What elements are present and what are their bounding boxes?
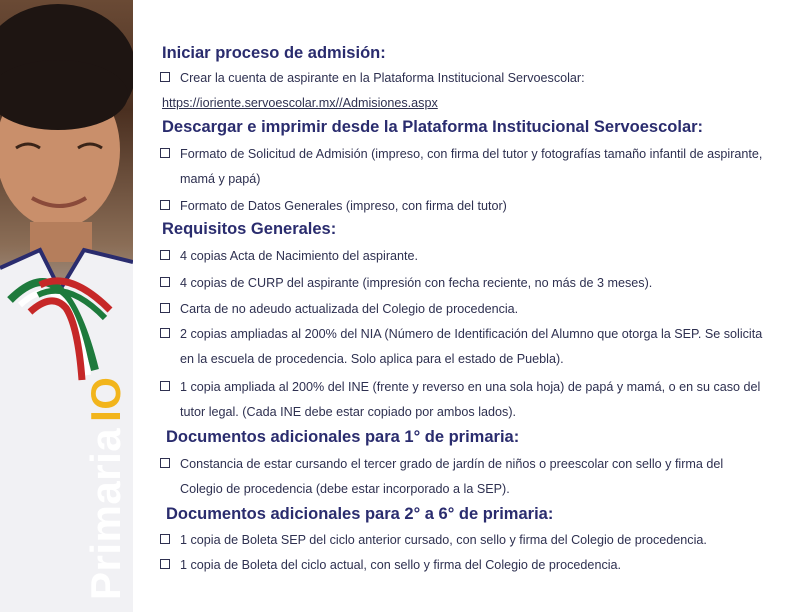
checkbox[interactable] <box>160 381 170 391</box>
checkbox[interactable] <box>160 200 170 210</box>
checklist-item: 4 copias de CURP del aspirante (impresión con fecha reciente, no más de 3 meses). <box>158 271 764 296</box>
section-heading-primero: Documentos adicionales para 1° de primaria: <box>166 428 520 446</box>
checkbox[interactable] <box>160 303 170 313</box>
checklist-item: 1 copia ampliada al 200% del INE (frente y reverso en una sola hoja) de papá y mamá, o en su caso del tutor legal. (Cada INE debe estar copiado por ambos lados). <box>158 375 764 425</box>
section-heading-segundo-sexto: Documentos adicionales para 2° a 6° de primaria: <box>166 505 554 523</box>
checkbox[interactable] <box>160 328 170 338</box>
checklist-item: 4 copias Acta de Nacimiento del aspirante. <box>158 244 764 269</box>
checkbox[interactable] <box>160 72 170 82</box>
student-photo <box>0 0 133 612</box>
checkbox[interactable] <box>160 534 170 544</box>
checklist-item: Crear la cuenta de aspirante en la Plataforma Institucional Servoescolar: <box>158 66 764 91</box>
checkbox[interactable] <box>160 559 170 569</box>
section-heading-descargar: Descargar e imprimir desde la Plataforma Institucional Servoescolar: <box>162 118 704 136</box>
checklist-item: Formato de Datos Generales (impreso, con firma del tutor) <box>158 194 764 219</box>
checkbox[interactable] <box>160 458 170 468</box>
brand-logo-text: PrimariaIO <box>82 376 129 600</box>
checklist-item: Constancia de estar cursando el tercer grado de jardín de niños o preescolar con sello y firma del Colegio de procedencia (debe estar incorporado a la SEP). <box>158 452 764 502</box>
checkbox[interactable] <box>160 250 170 260</box>
checklist-item: Carta de no adeudo actualizada del Colegio de procedencia. <box>158 297 764 322</box>
checkbox[interactable] <box>160 148 170 158</box>
checklist-item: 1 copia de Boleta del ciclo actual, con sello y firma del Colegio de procedencia. <box>158 553 764 578</box>
checklist-item: 1 copia de Boleta SEP del ciclo anterior cursado, con sello y firma del Colegio de procedencia. <box>158 528 764 553</box>
section-heading-requisitos: Requisitos Generales: <box>162 220 337 238</box>
checklist-item: Formato de Solicitud de Admisión (impreso, con firma del tutor y fotografías tamaño infantil de aspirante, mamá y papá) <box>158 142 764 192</box>
section-heading-iniciar: Iniciar proceso de admisión: <box>162 44 386 62</box>
admissions-link[interactable]: https://ioriente.servoescolar.mx//Admisiones.aspx <box>162 96 438 110</box>
checklist-item: 2 copias ampliadas al 200% del NIA (Número de Identificación del Alumno que otorga la SEP. Se solicita en la escuela de procedencia. Solo aplica para el estado de Puebla). <box>158 322 764 372</box>
checkbox[interactable] <box>160 277 170 287</box>
